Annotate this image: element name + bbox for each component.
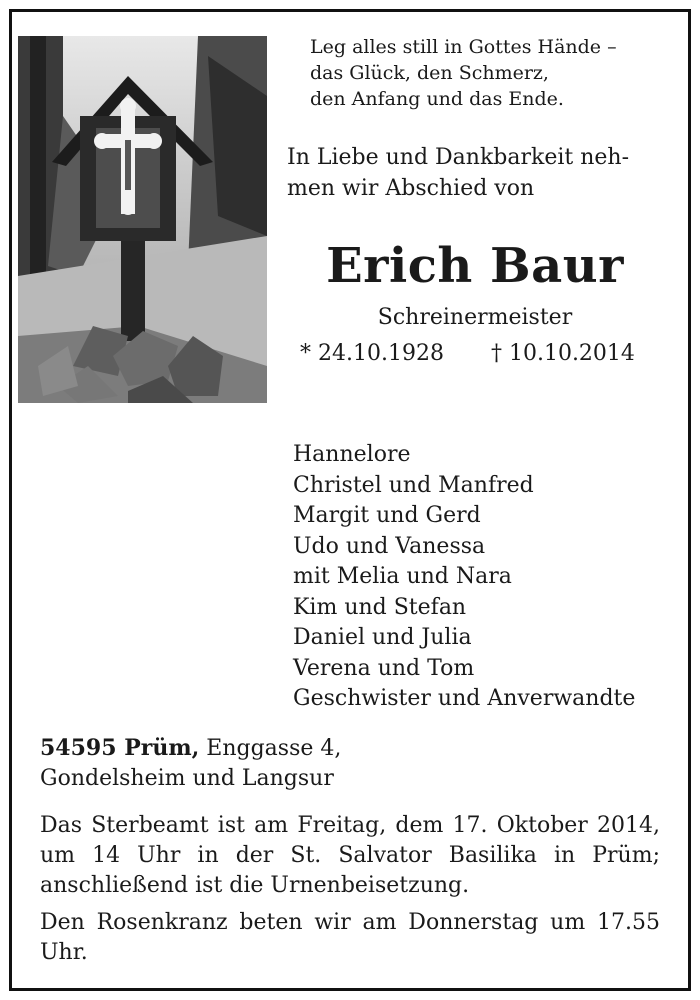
address-street: Enggasse 4, — [206, 736, 342, 761]
mourner-line: Christel und Manfred — [293, 472, 534, 498]
death-date: † 10.10.2014 — [490, 341, 635, 366]
funeral-info: Das Sterbeamt ist am Freitag, dem 17. Oktober 2014, um 14 Uhr in der St. Salvator Basilika in Prüm; anschließend ist die Urnenbeisetzung. — [40, 813, 660, 898]
rosary-info: Den Rosenkranz beten wir am Donnerstag um 17.55 Uhr. — [40, 910, 660, 965]
mourner-line: Daniel und Julia — [293, 625, 472, 650]
intro-text — [287, 142, 629, 204]
mourner-line: mit Melia und Nara — [293, 564, 512, 589]
mourner-line: Hannelore — [293, 442, 411, 467]
verse-line: den Anfang und das Ende. — [310, 88, 564, 110]
mourner-line: Kim und Stefan — [293, 594, 467, 620]
life-dates — [300, 341, 635, 366]
address-line-1 — [40, 733, 341, 764]
birth-date: * 24.10.1928 — [300, 341, 444, 366]
deceased-profession: Schreinermeister — [377, 305, 573, 330]
wayside-cross-photo — [18, 36, 267, 403]
intro-line: In Liebe und Dankbarkeit neh- — [287, 145, 630, 170]
address-line-2: Gondelsheim und Langsur — [40, 766, 334, 791]
verse-line: Leg alles still in Gottes Hände – — [310, 36, 617, 58]
verse — [310, 34, 617, 112]
address — [40, 733, 341, 794]
mourner-line: Margit und Gerd — [293, 503, 481, 528]
deceased-name: Erich Baur — [326, 238, 624, 294]
mourners-list — [293, 440, 635, 715]
intro-line: men wir Abschied von — [287, 176, 535, 201]
mourner-line: Geschwister und Anverwandte — [293, 686, 636, 711]
mourner-line: Verena und Tom — [293, 655, 475, 681]
verse-line: das Glück, den Schmerz, — [310, 62, 549, 84]
address-city: 54595 Prüm, — [40, 735, 200, 761]
mourner-line: Udo und Vanessa — [293, 533, 486, 559]
